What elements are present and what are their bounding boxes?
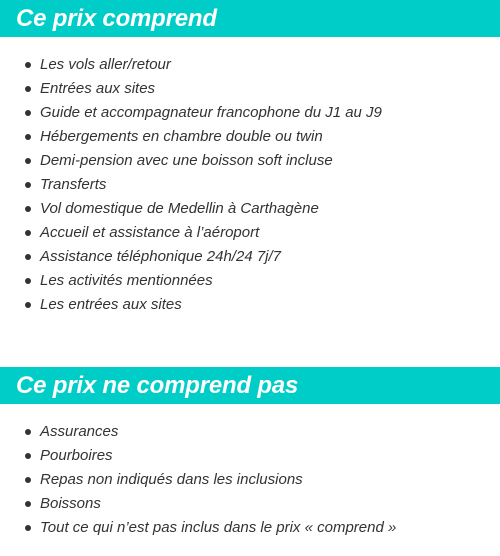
excluded-list [0,420,500,540]
bullet-icon [25,429,31,435]
bullet-icon [25,158,31,164]
list-item-label: Assistance téléphonique 24h/24 7j/7 [40,248,282,265]
list-item [0,293,500,317]
bullet-icon [25,182,31,188]
bullet-icon [25,501,31,507]
bullet-icon [25,62,31,68]
bullet-icon [25,525,31,531]
list-item [0,221,500,245]
bullet-icon [25,453,31,459]
bullet-icon [25,302,31,308]
list-item-label: Les activités mentionnées [40,272,213,289]
bullet-icon [25,86,31,92]
list-item [0,173,500,197]
excluded-section-title: Ce prix ne comprend pas [0,367,500,404]
list-item-label: Accueil et assistance à l’aéroport [40,224,260,241]
bullet-icon [25,230,31,236]
list-item-label: Vol domestique de Medellin à Carthagène [40,200,319,217]
list-item [0,197,500,221]
bullet-icon [25,278,31,284]
list-item-label: Hébergements en chambre double ou twin [40,128,323,145]
bullet-icon [25,110,31,116]
list-item [0,269,500,293]
list-item [0,101,500,125]
list-item [0,492,500,516]
list-item [0,420,500,444]
list-item-label: Pourboires [40,447,113,464]
included-section-title: Ce prix comprend [0,0,500,37]
bullet-icon [25,254,31,260]
list-item-label: Guide et accompagnateur francophone du J1 au J9 [40,104,382,121]
list-item [0,468,500,492]
included-list [0,53,500,317]
list-item-label: Assurances [40,423,119,440]
list-item-label: Entrées aux sites [40,80,156,97]
list-item [0,516,500,540]
bullet-icon [25,206,31,212]
list-item-label: Transferts [40,176,107,193]
list-item [0,444,500,468]
list-item-label: Les entrées aux sites [40,296,182,313]
list-item [0,245,500,269]
bullet-icon [25,134,31,140]
list-item [0,77,500,101]
list-item-label: Repas non indiqués dans les inclusions [40,471,303,488]
bullet-icon [25,477,31,483]
list-item [0,125,500,149]
list-item-label: Tout ce qui n’est pas inclus dans le prix « comprend » [40,519,397,536]
list-item [0,149,500,173]
list-item-label: Boissons [40,495,101,512]
list-item-label: Les vols aller/retour [40,56,171,73]
list-item [0,53,500,77]
list-item-label: Demi-pension avec une boisson soft incluse [40,152,333,169]
